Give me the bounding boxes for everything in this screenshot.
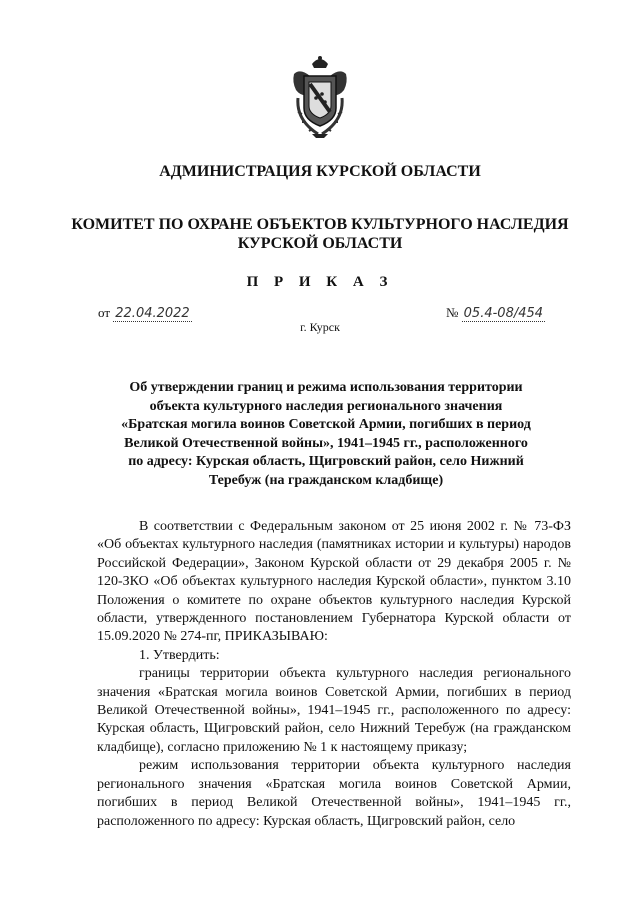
committee-title-line: КУРСКОЙ ОБЛАСТИ	[237, 235, 403, 252]
number-label: №	[446, 305, 459, 320]
date-label: от	[98, 305, 111, 320]
handwritten-date: 22.04.2022	[115, 306, 190, 321]
title-line: объекта культурного наследия регионального значения	[149, 398, 503, 414]
committee-title-line: КОМИТЕТ ПО ОХРАНЕ ОБЪЕКТОВ КУЛЬТУРНОГО НАСЛЕДИЯ	[71, 216, 569, 233]
title-line: Теребуж (на гражданском кладбище)	[208, 472, 444, 488]
city-label: г. Курск	[300, 320, 340, 334]
title-line: Великой Отечественной войны», 1941–1945 гг., расположенного	[124, 435, 528, 451]
regime-paragraph: режим использования территории объекта культурного наследия регионального значения «Братская могила воинов Советской Армии, погибших в период Великой Отечественной войны», 1941–1945 гг., расположенного по адресу: Курская область, Щигровский район, село	[97, 758, 571, 829]
title-line: по адресу: Курская область, Щигровский район, село Нижний	[128, 454, 524, 469]
committee-title	[0, 215, 640, 253]
title-line: «Братская могила воинов Советской Армии, погибших в период	[121, 417, 531, 432]
title-line: Об утверждении границ и режима использования территории	[129, 380, 523, 395]
order-date	[98, 305, 192, 321]
intro-paragraph: В соответствии с Федеральным законом от 25 июня 2002 г. № 73-ФЗ «Об объектах культурного наследия (памятниках истории и культуры) народов Российской Федерации», Законом Курской области от 29 декабря 2005 г. № 120-ЗКО «Об объектах культурного наследия Курской области», пунктом 3.10 Положения о комитете по охране объектов культурного наследия Курской области, утвержденного постановлением Губернатора Курской области от 15.09.2020 № 274-пг, ПРИКАЗЫВАЮ:	[97, 519, 571, 645]
coat-of-arms-icon	[288, 54, 352, 138]
handwritten-number: 05.4-08/454	[463, 306, 544, 321]
item-1-heading: 1. Утвердить:	[139, 647, 220, 663]
order-number	[446, 305, 545, 321]
order-body	[97, 518, 571, 831]
document-type: П Р И К А З	[246, 274, 394, 290]
order-title	[96, 379, 556, 490]
administration-title: АДМИНИСТРАЦИЯ КУРСКОЙ ОБЛАСТИ	[159, 163, 481, 180]
boundaries-paragraph: границы территории объекта культурного наследия регионального значения «Братская могила воинов Советской Армии, погибших в период Великой Отечественной войны», 1941–1945 гг., расположенного по адресу: Курская область, Щигровский район, село Нижний Теребуж (на гражданском кладбище), согласно приложению № 1 к настоящему приказу;	[97, 666, 571, 755]
